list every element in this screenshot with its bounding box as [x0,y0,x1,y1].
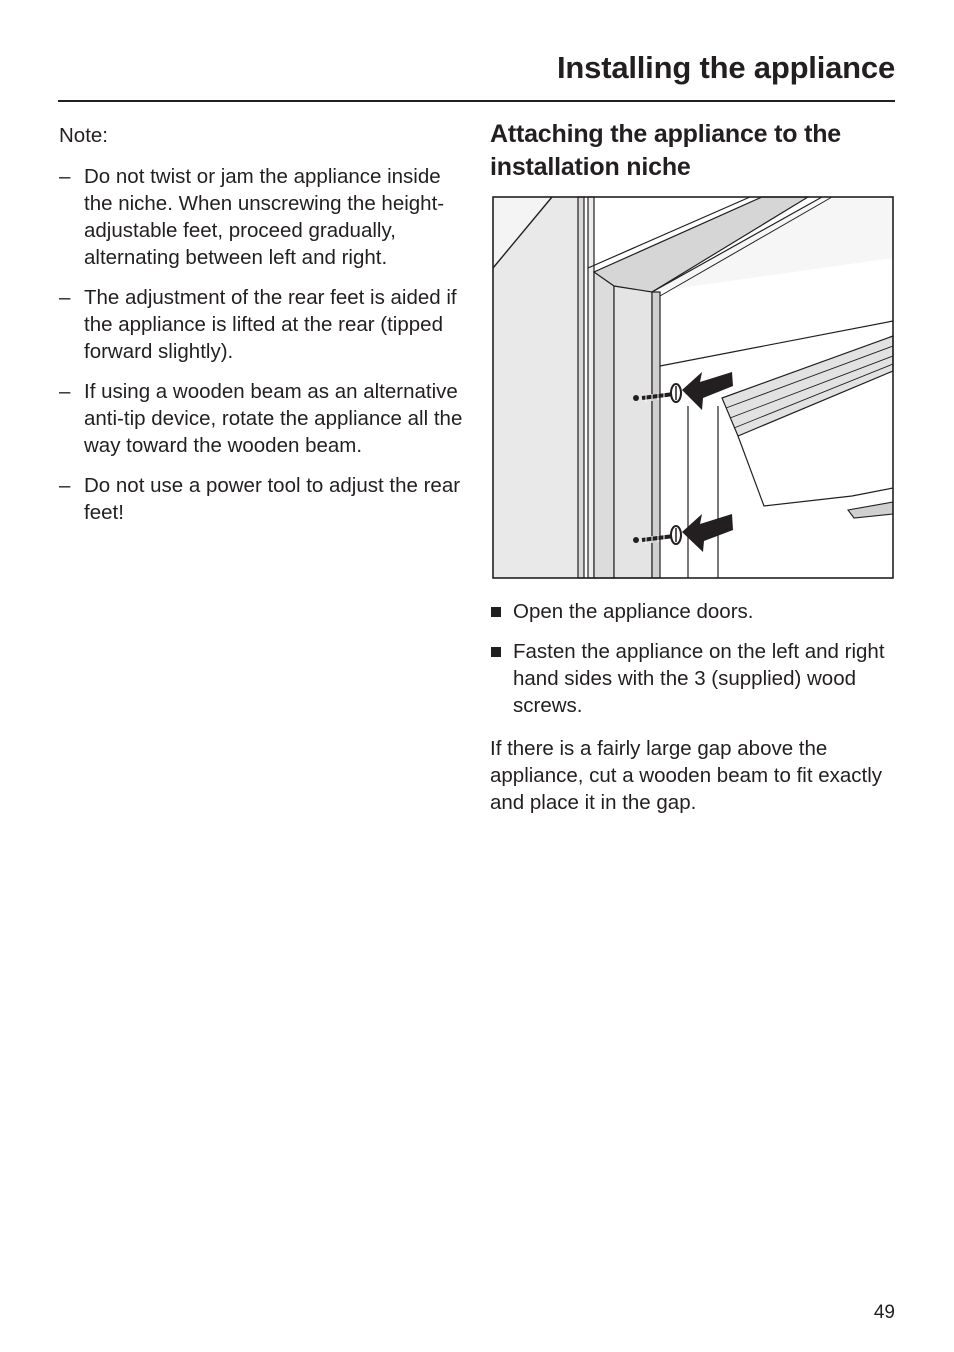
instructions-column [490,118,900,814]
note-text: Do not twist or jam the appliance inside the niche. When unscrewing the height-adjustable feet, proceed gradually, alternating between left and right. [84,165,445,269]
note-item [59,163,464,271]
notes-column [59,122,464,539]
gap-note: If there is a fairly large gap above the appliance, cut a wooden beam to fit exactly and place it in the gap. [490,737,883,814]
note-text: If using a wooden beam as an alternative anti-tip device, rotate the appliance all the way toward the wooden beam. [84,380,463,457]
page-title: Installing the appliance [557,50,895,85]
page-number: 49 [873,1302,895,1323]
steps-list [490,598,900,732]
installation-niche-illustration [492,196,894,579]
note-item [59,378,464,459]
step-item [490,638,900,719]
step-text: Open the appliance doors. [513,600,754,623]
bullet-square-icon [491,647,501,657]
note-label: Note: [59,124,108,147]
header-rule [58,100,895,102]
notes-list [59,163,464,526]
section-heading: Attaching the appliance to the installation niche [490,120,841,181]
step-text: Fasten the appliance on the left and right hand sides with the 3 (supplied) wood screws. [513,640,885,717]
note-item [59,284,464,365]
note-text: Do not use a power tool to adjust the rear feet! [84,474,461,524]
dash-marker: – [59,474,71,497]
bullet-square-icon [491,607,501,617]
dash-marker: – [59,380,71,403]
dash-marker: – [59,286,71,309]
step-item [490,598,900,625]
dash-marker: – [59,165,71,188]
note-text: The adjustment of the rear feet is aided if the appliance is lifted at the rear (tipped forward slightly). [84,286,457,363]
note-item [59,472,464,526]
